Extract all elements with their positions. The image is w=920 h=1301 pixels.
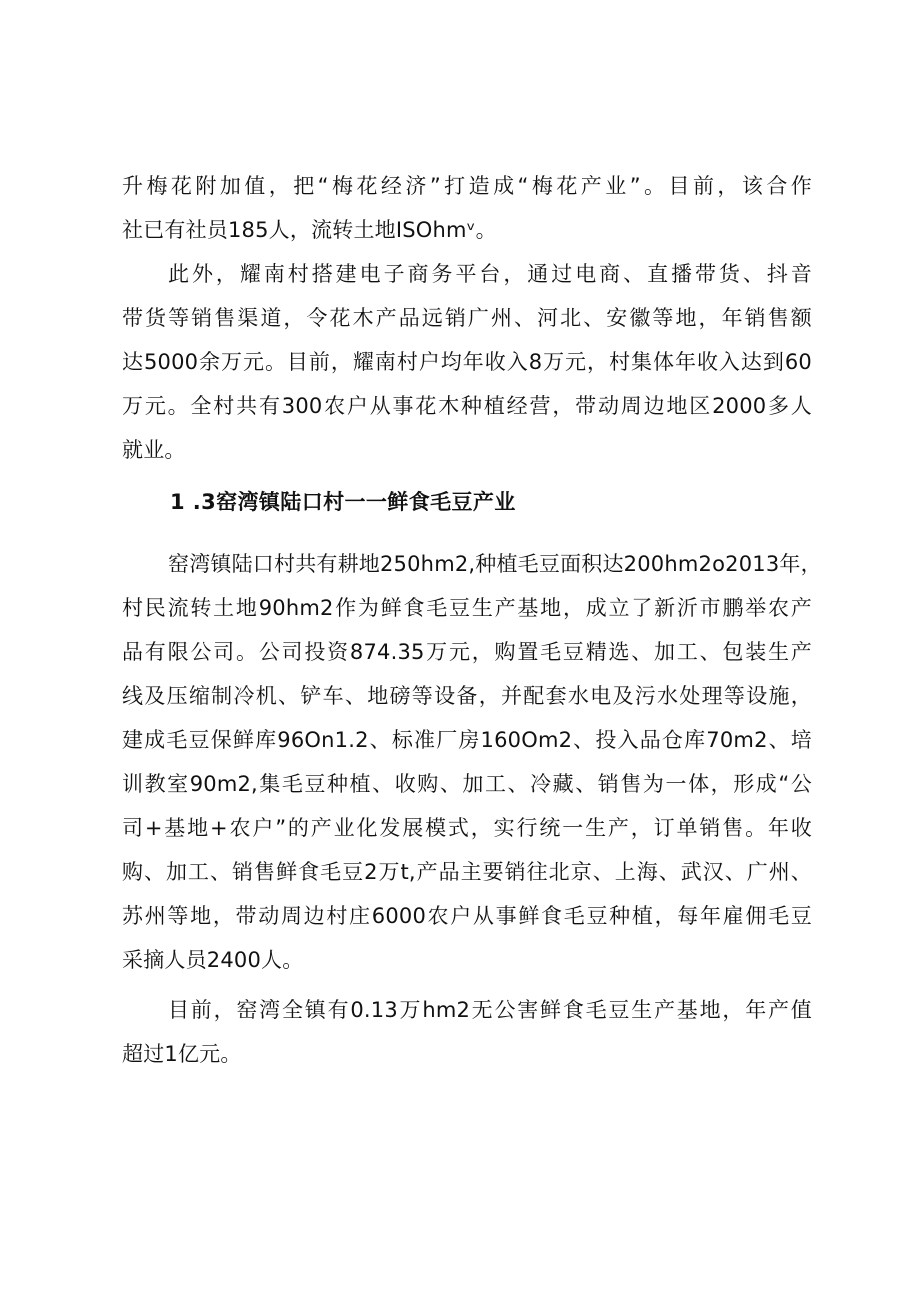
- paragraph-2-line-1: 此外，耀南村搭建电子商务平台，通过电商、直播带货、抖音: [168, 262, 812, 286]
- paragraph-2-line-3: 达5000余万元。目前，耀南村户均年收入8万元，村集体年收入达到60: [122, 350, 812, 374]
- paragraph-1-line-2: 社已有社员185人，流转土地ISOhmᵛ。: [122, 218, 497, 242]
- paragraph-3-line-5: 建成毛豆保鲜库96On1.2、标准厂房160Om2、投入品仓库70m2、培: [122, 728, 812, 752]
- paragraph-3-line-2: 村民流转土地90hm2作为鲜食毛豆生产基地，成立了新沂市鹏举农产: [122, 596, 812, 620]
- paragraph-4-line-1: 目前，窑湾全镇有0.13万hm2无公害鲜食毛豆生产基地，年产值: [168, 998, 812, 1022]
- paragraph-2-line-2: 带货等销售渠道，令花木产品远销广州、河北、安徽等地，年销售额: [122, 306, 812, 330]
- paragraph-1-line-1: 升梅花附加值，把“梅花经济”打造成“梅花产业”。目前，该合作: [122, 174, 812, 198]
- paragraph-2-line-4: 万元。全村共有300农户从事花木种植经营，带动周边地区2000多人: [122, 394, 812, 418]
- paragraph-4-line-2: 超过1亿元。: [122, 1042, 242, 1066]
- paragraph-3-line-8: 购、加工、销售鲜食毛豆2万t,产品主要销往北京、上海、武汉、广州、: [122, 860, 812, 884]
- paragraph-2-line-5: 就业。: [122, 438, 186, 462]
- paragraph-3-line-7: 司+基地+农户”的产业化发展模式，实行统一生产，订单销售。年收: [122, 816, 812, 840]
- paragraph-3-line-1: 窑湾镇陆口村共有耕地250hm2,种植毛豆面积达200hm2o2013年，: [168, 552, 822, 576]
- paragraph-3-line-6: 训教室90m2,集毛豆种植、收购、加工、冷藏、销售为一体，形成“公: [122, 772, 812, 796]
- paragraph-3-line-9: 苏州等地，带动周边村庄6000农户从事鲜食毛豆种植，每年雇佣毛豆: [122, 904, 812, 928]
- section-heading: 1 .3窑湾镇陆口村一一鲜食毛豆产业: [170, 490, 516, 514]
- paragraph-3-line-3: 品有限公司。公司投资874.35万元，购置毛豆精选、加工、包装生产: [122, 640, 812, 664]
- paragraph-3-line-4: 线及压缩制冷机、铲车、地磅等设备，并配套水电及污水处理等设施，: [122, 684, 812, 708]
- paragraph-3-line-10: 采摘人员2400人。: [122, 948, 304, 972]
